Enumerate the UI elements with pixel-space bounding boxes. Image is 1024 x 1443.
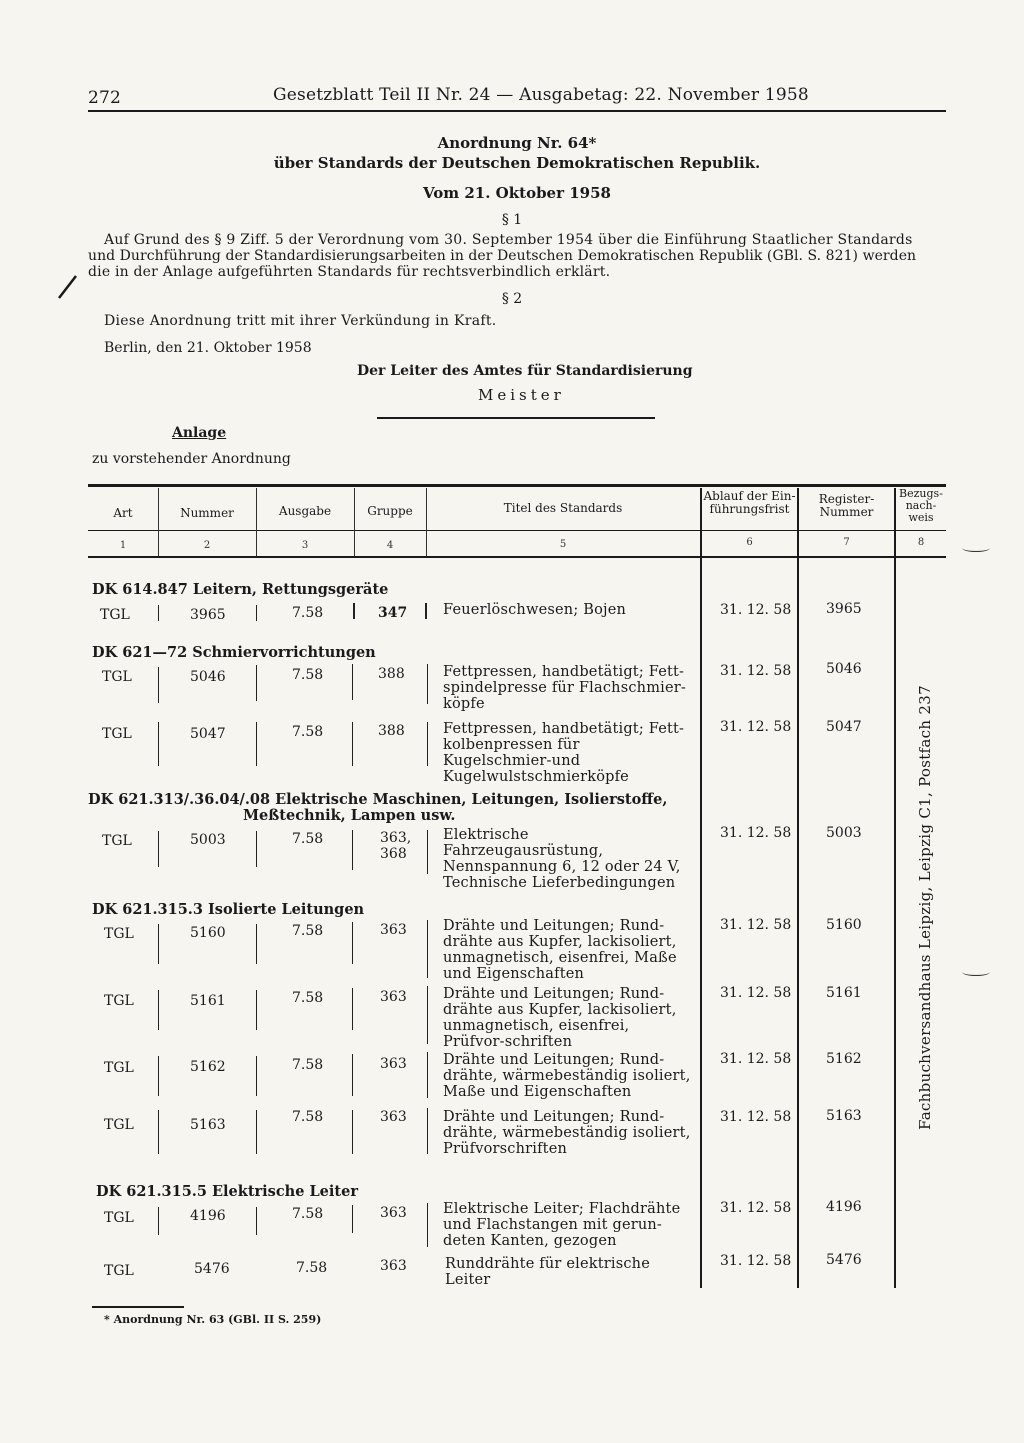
margin-mark-icon <box>962 968 990 976</box>
cell-ausgabe: 7.58 <box>296 1260 328 1276</box>
dk-group-heading: DK 614.847 Leitern, Rettungsgeräte <box>92 581 389 598</box>
cell-ablauf: 31. 12. 58 <box>720 1051 792 1067</box>
cell-art: TGL <box>102 833 132 849</box>
dk-group-heading: DK 621.313/.36.04/.08 Elektrische Maschinen, Leitungen, Isolierstoffe, <box>88 791 668 808</box>
place-date: Berlin, den 21. Oktober 1958 <box>104 340 312 356</box>
col-number: 6 <box>746 537 753 548</box>
row-rule <box>158 667 159 703</box>
cell-ausgabe: 7.58 <box>292 831 324 847</box>
col-number: 5 <box>559 539 567 550</box>
row-rule <box>158 1056 159 1096</box>
cell-register: 4196 <box>826 1199 862 1215</box>
cell-nummer: 5160 <box>190 925 226 941</box>
running-title: Gesetzblatt Teil II Nr. 24 — Ausgabetag: 22. November 1958 <box>273 85 809 105</box>
cell-ausgabe: 7.58 <box>292 1109 324 1125</box>
section-1-heading: § 1 <box>501 212 523 228</box>
cell-art: TGL <box>102 669 132 685</box>
row-rule <box>352 722 353 766</box>
cell-register: 5476 <box>826 1252 862 1268</box>
cell-titel: Drähte und Leitungen; Rund-drähte, wärmebeständig isoliert, Maße und Eigenschaften <box>443 1052 691 1100</box>
cell-art: TGL <box>100 607 130 623</box>
cell-art: TGL <box>104 1263 134 1279</box>
cell-ausgabe: 7.58 <box>292 724 324 740</box>
header-rule <box>88 110 946 112</box>
cell-gruppe: 363 <box>380 922 407 938</box>
row-rule <box>256 1110 257 1154</box>
col-header-art: Art <box>113 506 133 520</box>
row-rule <box>158 605 159 621</box>
cell-nummer: 5161 <box>190 993 226 1009</box>
col-number: 2 <box>203 540 211 551</box>
ordinance-title: Anordnung Nr. 64* <box>437 134 597 152</box>
row-rule <box>158 924 159 964</box>
row-rule <box>256 831 257 867</box>
table-numbers-rule <box>88 556 946 558</box>
row-rule <box>427 1108 428 1154</box>
cell-gruppe: 347 <box>378 605 408 621</box>
col-header-titel: Titel des Standards <box>503 501 623 515</box>
row-rule <box>352 988 353 1030</box>
cell-ausgabe: 7.58 <box>292 1206 324 1222</box>
cell-ausgabe: 7.58 <box>292 923 324 939</box>
col-number: 4 <box>386 540 394 551</box>
cell-register: 5047 <box>826 719 862 735</box>
col-header-bezug: Bezugs-nach-weis <box>899 487 943 525</box>
paragraph-2: Diese Anordnung tritt mit ihrer Verkündung in Kraft. <box>104 313 497 329</box>
table-top-rule <box>88 484 946 487</box>
cell-art: TGL <box>104 1060 134 1076</box>
col-number: 1 <box>119 540 127 551</box>
col-header-gruppe: Gruppe <box>367 504 413 518</box>
dk-group-heading: DK 621—72 Schmiervorrichtungen <box>92 644 376 661</box>
row-rule <box>352 830 353 870</box>
paragraph-1-line-3: die in der Anlage aufgeführten Standards für rechtsverbindlich erklärt. <box>88 264 611 280</box>
row-rule <box>256 1056 257 1096</box>
cell-gruppe: 388 <box>378 666 405 682</box>
cell-register: 5162 <box>826 1051 862 1067</box>
dk-group-heading: DK 621.315.3 Isolierte Leitungen <box>92 901 365 918</box>
col-number: 8 <box>917 537 925 548</box>
cell-titel: Feuerlöschwesen; Bojen <box>443 602 627 618</box>
cell-register: 5160 <box>826 917 862 933</box>
cell-titel: Fettpressen, handbetätigt; Fett-spindelpresse für Flachschmier-köpfe <box>443 664 687 712</box>
cell-ablauf: 31. 12. 58 <box>720 663 792 679</box>
col-sep-register <box>797 488 799 1288</box>
cell-ausgabe: 7.58 <box>292 605 324 621</box>
row-rule <box>427 1203 428 1247</box>
annex-subheading: zu vorstehender Anordnung <box>92 451 291 467</box>
col-header-ausgabe: Ausgabe <box>278 504 332 518</box>
row-rule <box>256 665 257 701</box>
cell-ablauf: 31. 12. 58 <box>720 917 792 933</box>
cell-nummer: 5163 <box>190 1117 226 1133</box>
cell-nummer: 5162 <box>190 1059 226 1075</box>
cell-ablauf: 31. 12. 58 <box>720 1253 792 1269</box>
cell-nummer: 5476 <box>194 1261 230 1277</box>
cell-gruppe: 363 <box>380 1205 407 1221</box>
annex-heading: Anlage <box>172 425 227 441</box>
paragraph-1-line-1: Auf Grund des § 9 Ziff. 5 der Verordnung vom 30. September 1954 über die Einführung Staatlicher Standards <box>104 232 913 248</box>
dk-group-heading-cont: Meßtechnik, Lampen usw. <box>243 807 456 824</box>
ordinance-subtitle: über Standards der Deutschen Demokratischen Republik. <box>273 154 761 172</box>
col-number: 7 <box>843 537 850 548</box>
row-rule <box>352 922 353 964</box>
cell-ablauf: 31. 12. 58 <box>720 1109 792 1125</box>
paragraph-1-line-2: und Durchführung der Standardisierungsarbeiten in der Deutschen Demokratischen Republik (GBl. S. 821) werden <box>88 248 917 264</box>
cell-ablauf: 31. 12. 58 <box>720 825 792 841</box>
row-rule <box>158 1110 159 1154</box>
cell-ablauf: 31. 12. 58 <box>720 719 792 735</box>
cell-gruppe: 363 <box>380 1109 407 1125</box>
row-rule <box>427 1052 428 1098</box>
cell-art: TGL <box>104 1210 134 1226</box>
cell-register: 5003 <box>826 825 862 841</box>
cell-titel: Runddrähte für elektrische Leiter <box>445 1256 650 1288</box>
cell-ablauf: 31. 12. 58 <box>720 602 792 618</box>
cell-nummer: 3965 <box>190 607 226 623</box>
cell-titel: Drähte und Leitungen; Rund-drähte aus Kupfer, lackisoliert, unmagnetisch, eisenfrei, Maße und Eigenschaften <box>443 918 677 982</box>
cell-titel: Elektrische Fahrzeugausrüstung, Nennspannung 6, 12 oder 24 V, Technische Lieferbedingungen <box>443 827 681 891</box>
cell-art: TGL <box>102 726 132 742</box>
col-number: 3 <box>301 540 309 551</box>
cell-register: 3965 <box>826 601 862 617</box>
cell-gruppe: 388 <box>378 723 405 739</box>
row-rule <box>158 831 159 867</box>
cell-ausgabe: 7.58 <box>292 667 324 683</box>
cell-titel: Drähte und Leitungen; Rund-drähte aus Kupfer, lackisoliert, unmagnetisch, eisenfrei, Prüfvor-schriften <box>443 986 677 1050</box>
cell-ausgabe: 7.58 <box>292 990 324 1006</box>
cell-art: TGL <box>104 993 134 1009</box>
cell-titel: Drähte und Leitungen; Rund-drähte, wärmebeständig isoliert, Prüfvorschriften <box>443 1109 691 1157</box>
row-rule <box>256 990 257 1030</box>
cell-nummer: 5047 <box>190 726 226 742</box>
row-rule <box>158 990 159 1030</box>
cell-register: 5163 <box>826 1108 862 1124</box>
row-rule <box>352 664 353 700</box>
margin-mark-icon <box>962 544 990 552</box>
cell-gruppe-2: 368 <box>380 846 407 862</box>
row-rule <box>158 1207 159 1235</box>
row-rule <box>158 722 159 766</box>
margin-pen-mark-icon <box>56 272 80 302</box>
cell-nummer: 5003 <box>190 832 226 848</box>
cell-art: TGL <box>104 926 134 942</box>
col-header-ablauf: Ablauf der Ein-führungsfrist <box>703 489 796 517</box>
cell-register: 5046 <box>826 661 862 677</box>
row-rule <box>352 1054 353 1096</box>
row-rule <box>353 603 355 619</box>
cell-gruppe: 363 <box>380 1258 407 1274</box>
row-rule <box>425 603 427 619</box>
col-header-register: Register-Nummer <box>818 492 875 520</box>
dk-group-heading: DK 621.315.5 Elektrische Leiter <box>96 1183 358 1200</box>
signature-rule <box>377 417 655 419</box>
row-rule <box>256 1207 257 1235</box>
cell-ausgabe: 7.58 <box>292 1057 324 1073</box>
cell-gruppe: 363, <box>380 830 412 846</box>
footnote: * Anordnung Nr. 63 (GBl. II S. 259) <box>104 1313 322 1326</box>
side-publisher-note: Fachbuchversandhaus Leipzig, Leipzig C1, Postfach 237 <box>916 685 934 1130</box>
footnote-rule <box>92 1306 184 1308</box>
row-rule <box>256 605 257 621</box>
signatory-name: Meister <box>478 386 565 404</box>
cell-gruppe: 363 <box>380 1056 407 1072</box>
cell-titel: Elektrische Leiter; Flachdrähte und Flachstangen mit gerun-deten Kanten, gezogen <box>443 1201 681 1249</box>
cell-gruppe: 363 <box>380 989 407 1005</box>
table-header-rule <box>88 530 946 531</box>
row-rule <box>427 830 428 874</box>
row-rule <box>427 722 428 766</box>
signatory-role: Der Leiter des Amtes für Standardisierung <box>357 363 693 379</box>
col-header-nummer: Nummer <box>180 506 234 520</box>
row-rule <box>352 1205 353 1233</box>
cell-nummer: 4196 <box>190 1208 226 1224</box>
cell-ablauf: 31. 12. 58 <box>720 1200 792 1216</box>
col-sep-bezug <box>894 488 896 1288</box>
ordinance-date: Vom 21. Oktober 1958 <box>423 184 611 202</box>
row-rule <box>427 664 428 704</box>
section-2-heading: § 2 <box>501 291 523 307</box>
cell-register: 5161 <box>826 985 862 1001</box>
col-sep-ablauf <box>700 488 702 1288</box>
row-rule <box>427 920 428 978</box>
cell-titel: Fettpressen, handbetätigt; Fett-kolbenpressen für Kugelschmier-und Kugelwulstschmierköpfe <box>443 721 685 785</box>
cell-ablauf: 31. 12. 58 <box>720 985 792 1001</box>
row-rule <box>256 924 257 964</box>
row-rule <box>427 986 428 1044</box>
page-number: 272 <box>88 88 122 108</box>
cell-nummer: 5046 <box>190 669 226 685</box>
row-rule <box>352 1110 353 1154</box>
cell-art: TGL <box>104 1117 134 1133</box>
row-rule <box>256 722 257 766</box>
